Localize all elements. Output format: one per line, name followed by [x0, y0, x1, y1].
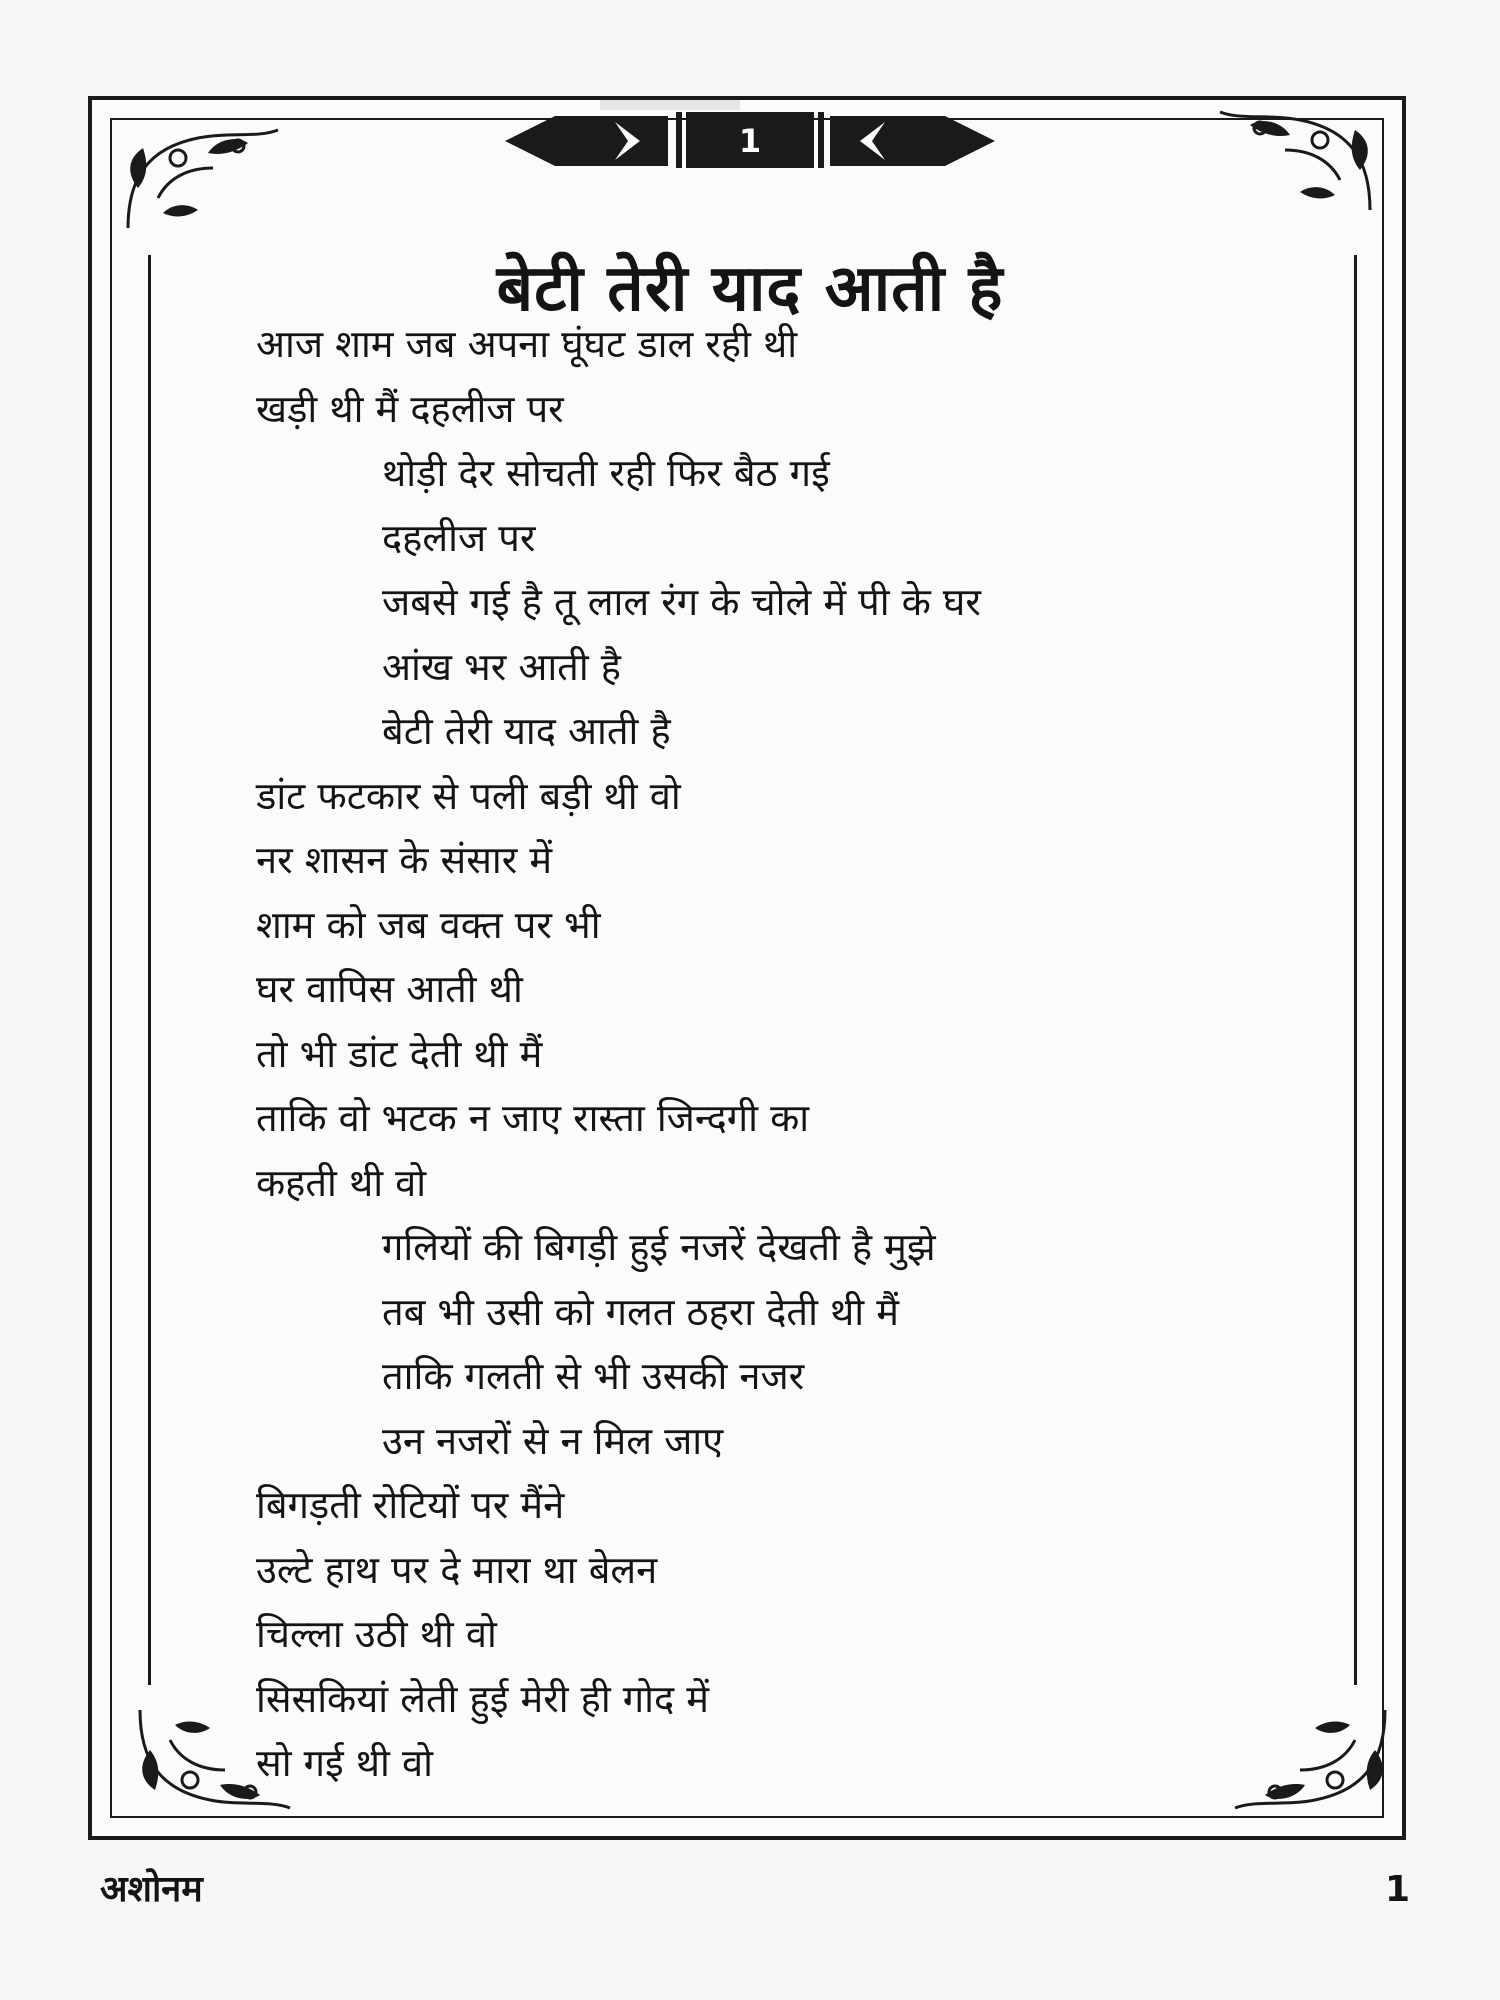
- poem-line: डांट फटकार से पली बड़ी थी वो: [256, 773, 681, 818]
- poem-line: तब भी उसी को गलत ठहरा देती थी मैं: [382, 1289, 899, 1334]
- poem-line: दहलीज पर: [382, 515, 536, 560]
- footer-page-number: 1: [1384, 1869, 1410, 1910]
- poem-line: ताकि गलती से भी उसकी नजर: [382, 1354, 805, 1398]
- poem-line: आंख भर आती है: [382, 644, 621, 689]
- poem-line: तो भी डांट देती थी मैं: [256, 1031, 543, 1076]
- poem-line: नर शासन के संसार में: [256, 838, 553, 882]
- poem-line: घर वापिस आती थी: [256, 967, 523, 1011]
- chapter-number: 1: [738, 122, 762, 160]
- poem-line: चिल्ला उठी थी वो: [256, 1612, 497, 1656]
- poem-body: [256, 312, 1356, 1796]
- floral-corner-icon: [118, 118, 288, 238]
- left-rule: [148, 255, 151, 1685]
- poem-line: जबसे गई है तू लाल रंग के चोले में पी के घर: [382, 580, 981, 624]
- poem-line: शाम को जब वक्त पर भी: [256, 902, 601, 947]
- poem-line: उल्टे हाथ पर दे मारा था बेलन: [256, 1547, 658, 1592]
- poem-line: ताकि वो भटक न जाए रास्ता जिन्दगी का: [256, 1096, 810, 1140]
- footer-book-title: अशोनम: [100, 1869, 203, 1910]
- poem-line: उन नजरों से न मिल जाए: [382, 1418, 724, 1463]
- poem-line: सो गई थी वो: [256, 1741, 433, 1785]
- poem-line: बिगड़ती रोटियों पर मैंने: [256, 1483, 565, 1527]
- poem-line: आज शाम जब अपना घूंघट डाल रही थी: [256, 322, 798, 366]
- poem-line: सिसकियां लेती हुई मेरी ही गोद में: [256, 1676, 709, 1721]
- poem-line: थोड़ी देर सोचती रही फिर बैठ गई: [382, 451, 830, 495]
- poem-line: बेटी तेरी याद आती है: [382, 709, 671, 753]
- poem-line: कहती थी वो: [256, 1160, 427, 1205]
- poem-line: गलियों की बिगड़ी हुई नजरें देखती है मुझे: [382, 1225, 936, 1269]
- poem-title: बेटी तेरी याद आती है: [496, 251, 1004, 326]
- floral-corner-icon: [1210, 100, 1380, 220]
- poem-line: खड़ी थी मैं दहलीज पर: [256, 386, 564, 431]
